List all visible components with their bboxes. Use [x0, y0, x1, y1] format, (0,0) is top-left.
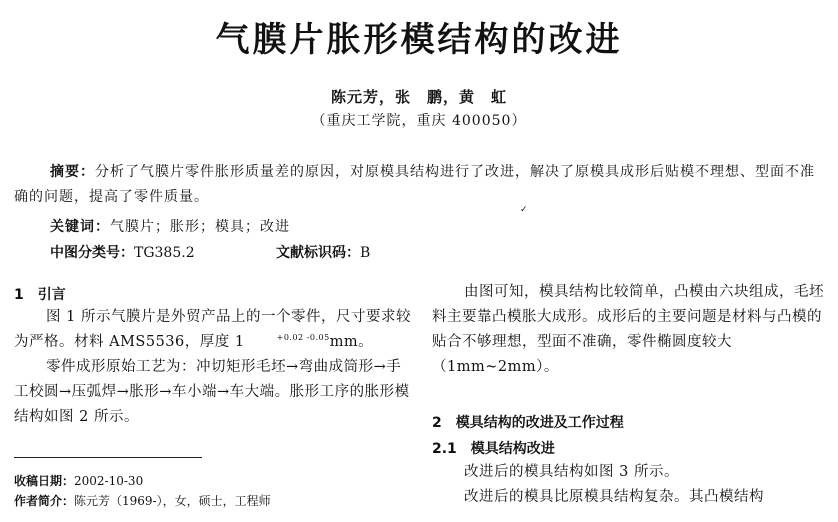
intro-paragraph-2: 零件成形原始工艺为：冲切矩形毛坯→弯曲成筒形→手工校圆→压弧焊→胀形→车小端→车大端。胀形工序的胀形模结构如图 2 所示。 [14, 359, 410, 425]
keywords-label: 关键词： [50, 219, 110, 235]
received-value: 2002-10-30 [74, 474, 144, 488]
received-label: 收稿日期： [14, 474, 75, 488]
left-column [14, 305, 412, 430]
intro-paragraph-1 [14, 305, 412, 355]
classification-label: 中图分类号： [50, 245, 134, 261]
classification-value: TG385.2 [134, 245, 195, 261]
section21-heading: 2.1 模具结构改进 [432, 441, 555, 457]
bio-value: 陈元芳（1969-），女，硕士，工程师 [74, 494, 271, 508]
classification [50, 242, 195, 262]
abstract-label: 摘要： [50, 164, 95, 180]
keywords-text: 气膜片；胀形；模具；改进 [110, 219, 290, 235]
analysis-paragraph: 由图可知，模具结构比较简单，凸模由六块组成，毛坯料主要靠凸模胀大成形。成形后的主要问题是材料与凸模的贴合不够理想，型面不准确，零件椭圆度较大（1mm~2mm）。 [432, 284, 824, 375]
document-code-label: 文献标识码： [276, 245, 360, 261]
document-code-value: B [360, 245, 371, 261]
abstract-text: 分析了气膜片零件胀形质量差的原因，对原模具结构进行了改进，解决了原模具成形后贴模不理想、型面不准确的问题，提高了零件质量。 [14, 164, 815, 205]
paper-title: 气膜片胀形模结构的改进 [215, 20, 623, 60]
stray-mark: ✓ [520, 205, 528, 215]
bio-label: 作者简介： [14, 494, 75, 508]
section2-heading: 2 模具结构的改进及工作过程 [432, 415, 624, 431]
abstract [14, 160, 824, 210]
improved-paragraph-2: 改进后的模具比原模具结构复杂。其凸模结构 [464, 489, 764, 505]
document-code [276, 242, 370, 262]
right-column-lower [432, 460, 824, 510]
keywords [50, 216, 290, 236]
received-date [14, 472, 143, 489]
improved-paragraph-1: 改进后的模具结构如图 3 所示。 [464, 464, 679, 480]
right-column [432, 280, 824, 380]
author-list: 陈元芳，张 鹏，黄 虹 [330, 88, 507, 106]
section1-heading: 1 引言 [14, 287, 66, 303]
author-bio [14, 492, 271, 509]
intro-text-b: mm。 [329, 334, 374, 350]
tolerance: +0.02 -0.05 [276, 333, 330, 342]
affiliation: （重庆工学院，重庆 400050） [311, 113, 527, 129]
intro-text-a: 图 1 所示气膜片是外贸产品上的一个零件，尺寸要求较为严格。材料 AMS5536，厚度 1 [14, 309, 411, 350]
footnote-rule [14, 457, 202, 458]
